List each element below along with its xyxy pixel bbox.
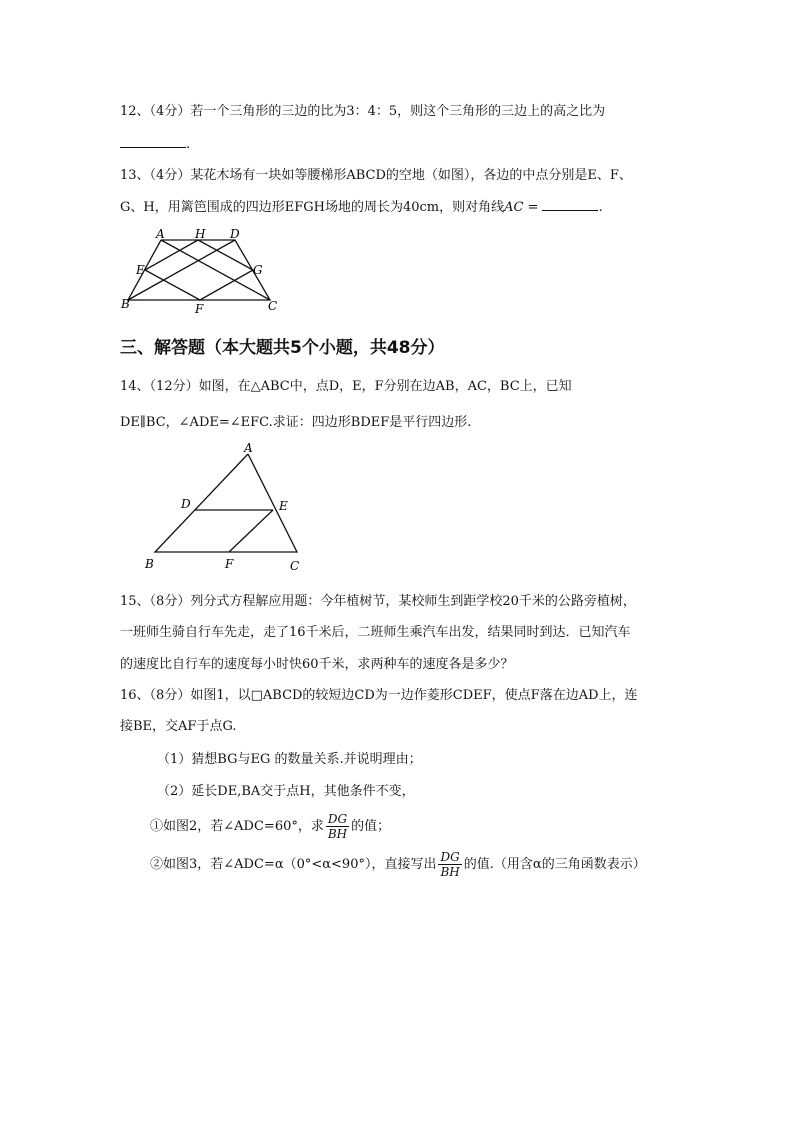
q13-end: . [598, 200, 603, 215]
trapezoid-outline [128, 240, 270, 300]
q16-number: 16、 [120, 688, 150, 703]
label-f: F [225, 557, 234, 571]
q12-line1 [120, 103, 605, 121]
fraction-denominator: BH [327, 827, 348, 841]
label-a: A [244, 442, 253, 455]
q16-part2-text: （2）延长DE,BA交于点H，其他条件不变， [157, 784, 415, 799]
q16-line2 [120, 718, 237, 736]
q12-score: （4分） [149, 104, 191, 119]
q13-number: 13、 [120, 168, 150, 183]
q14-text-line1: 如图，在△ABC中，点D，E，F分别在边AB，AC，BC上，已知 [198, 379, 572, 394]
fraction-numerator: DG [326, 812, 349, 827]
q14-number: 14、 [120, 379, 150, 394]
q15-score: （8分） [149, 594, 191, 609]
q12-end: . [186, 137, 191, 152]
q16-sub2-text: ②如图3，若∠ADC=α（0°<α<90°），直接写出 [150, 857, 437, 872]
q14-text-line2: DE∥BC，∠ADE=∠EFC.求证：四边形BDEF是平行四边形. [120, 415, 472, 430]
q15-line3 [120, 656, 514, 674]
label-c: C [268, 299, 278, 313]
fraction-dg-bh [326, 812, 349, 841]
q15-text-line1: 列分式方程解应用题：今年植树节，某校师生到距学校20千米的公路旁植树， [190, 594, 636, 609]
segment-ef [229, 510, 273, 552]
q13-score: （4分） [149, 168, 191, 183]
label-b: B [121, 297, 130, 311]
label-f: F [195, 302, 204, 316]
label-g: G [253, 263, 263, 277]
section3-title: 三、解答题（本大题共5个小题，共48分） [120, 338, 445, 358]
q15-line2 [120, 624, 631, 642]
q15-text-line3: 的速度比自行车的速度每小时快60千米，求两种车的速度各是多少？ [120, 657, 514, 672]
q13-answer-blank[interactable] [542, 198, 598, 211]
q14-line1 [120, 378, 572, 396]
q13-ac-label: AC = [504, 200, 539, 215]
q14-score: （12分） [149, 379, 199, 394]
fraction-numerator: DG [438, 850, 461, 865]
q12-answer-blank[interactable] [120, 135, 186, 148]
fraction-denominator: BH [440, 865, 460, 879]
label-e: E [279, 499, 288, 513]
q12-line2 [120, 135, 190, 154]
q16-sub1-end: 的值； [351, 819, 391, 834]
q12-number: 12、 [120, 104, 150, 119]
label-h: H [195, 228, 206, 241]
q14-line2 [120, 414, 471, 432]
quad-efgh [145, 240, 253, 300]
label-d: D [230, 228, 240, 241]
q16-text-line1: 如图1，以□ABCD的较短边CD为一边作菱形CDEF，使点F落在边AD上，连 [190, 688, 638, 703]
q13-line2 [120, 198, 603, 217]
q13-text-line2: G、H，用篱笆围成的四边形EFGH场地的周长为40cm，则对角线 [120, 200, 505, 215]
q16-sub2 [150, 846, 646, 884]
q16-part1 [157, 751, 422, 769]
q16-part1-text: （1）猜想BG与EG 的数量关系.并说明理由； [157, 752, 422, 767]
q16-sub1 [150, 808, 390, 846]
q16-sub1-text: ①如图2，若∠ADC=60°，求 [150, 819, 324, 834]
q13-line1 [120, 167, 632, 185]
q16-score: （8分） [149, 688, 191, 703]
label-d: D [181, 497, 191, 511]
q15-number: 15、 [120, 594, 150, 609]
q13-trapezoid-figure [118, 228, 288, 318]
label-e: E [136, 263, 145, 277]
q14-triangle-figure [140, 442, 310, 572]
fraction-dg-bh [438, 850, 461, 879]
label-a: A [156, 228, 165, 241]
q16-line1 [120, 687, 638, 705]
q13-text-line1: 某花木场有一块如等腰梯形ABCD的空地（如图），各边的中点分别是E、F、 [190, 168, 632, 183]
label-c: C [290, 559, 300, 572]
q12-text: 若一个三角形的三边的比为3：4：5，则这个三角形的三边上的高之比为 [190, 104, 606, 119]
triangle-abc [155, 454, 297, 552]
q16-sub2-end: 的值.（用含α的三角函数表示） [463, 857, 646, 872]
label-b: B [145, 557, 154, 571]
q15-text-line2: 一班师生骑自行车先走，走了16千米后，二班师生乘汽车出发，结果同时到达．已知汽车 [120, 625, 631, 640]
q16-part2 [157, 783, 415, 801]
q15-line1 [120, 593, 636, 611]
q16-text-line2: 接BE，交AF于点G. [120, 719, 237, 734]
